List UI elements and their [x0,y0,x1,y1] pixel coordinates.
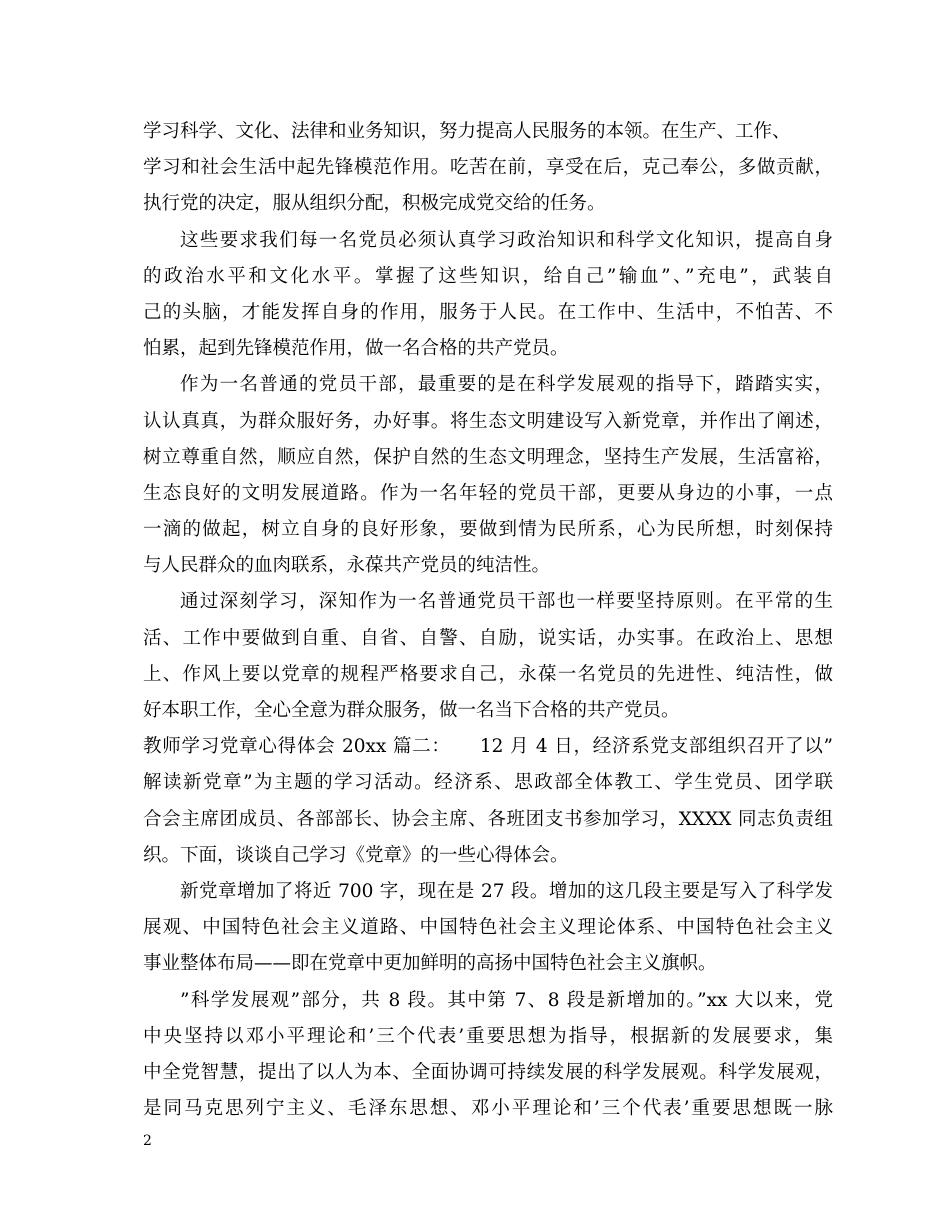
text-line: 展观、中国特色社会主义道路、中国特色社会主义理论体系、中国特色社会主义 [143,917,833,939]
text-line: 生态良好的文明发展道路。作为一名年轻的党员干部，更要从身边的小事，一点 [143,482,833,504]
text-line: 执行党的决定，服从组织分配，积极完成党交给的任务。 [143,193,606,215]
text-line: 作为一名普通的党员干部，最重要的是在科学发展观的指导下，踏踏实实， [180,374,833,396]
text-line: 好本职工作，全心全意为群众服务，做一名当下合格的共产党员。 [143,700,680,721]
text-line: 事业整体布局——即在党章中更加鲜明的高扬中国特色社会主义旗帜。 [143,953,717,975]
text-line: 一滴的做起，树立自身的良好形象，要做到情为民所系，心为民所想，时刻保持 [143,519,833,541]
text-line: 认认真真，为群众服好务，办好事。将生态文明建设写入新党章，并作出了阐述， [143,410,833,432]
text-line: 学习科学、文化、法律和业务知识，努力提高人民服务的本领。在生产、工作、 [143,121,791,142]
page-number: 2 [143,1133,152,1149]
text-line: 怕累，起到先锋模范作用，做一名合格的共产党员。 [143,338,569,360]
text-line: 织。下面，谈谈自己学习《党章》的一些心得体会。 [143,844,569,866]
text-line: 树立尊重自然，顺应自然，保护自然的生态文明理念，坚持生产发展，生活富裕， [143,446,833,468]
text-line: 通过深刻学习，深知作为一名普通党员干部也一样要坚持原则。在平常的生 [180,591,833,613]
text-line: 合会主席团成员、各部部长、协会主席、各班团支书参加学习，XXXX 同志负责组 [143,808,833,830]
text-line: 新党章增加了将近 700 字，现在是 27 段。增加的这几段主要是写入了科学发 [180,880,833,902]
text-line: 的政治水平和文化水平。掌握了这些知识，给自己”输血”、”充电”，武装自 [143,265,833,287]
text-line: 这些要求我们每一名党员必须认真学习政治知识和科学文化知识，提高自身 [180,229,833,251]
text-line: 活、工作中要做到自重、自省、自警、自励，说实话，办实事。在政治上、思想 [143,627,833,649]
body-text [143,114,833,1127]
text-line: 与人民群众的血肉联系，永葆共产党员的纯洁性。 [143,555,551,577]
text-line: 中央坚持以邓小平理论和’三个代表’重要思想为指导，根据新的发展要求，集 [143,1025,833,1047]
text-line: 解读新党章”为主题的学习活动。经济系、思政部全体教工、学生党员、团学联 [143,772,833,794]
text-line: 中全党智慧，提出了以人为本、全面协调可持续发展的科学发展观。科学发展观， [143,1061,833,1083]
text-line: 学习和社会生活中起先锋模范作用。吃苦在前，享受在后，克己奉公，多做贡献， [143,157,833,179]
text-line: 己的头脑，才能发挥自身的作用，服务于人民。在工作中、生活中，不怕苦、不 [143,301,833,323]
text-line: 上、作风上要以党章的规程严格要求自己，永葆一名党员的先进性、纯洁性，做 [143,663,833,685]
text-line: ”科学发展观”部分，共 8 段。其中第 7、8 段是新增加的。”xx 大以来，党 [180,989,833,1011]
text-line: 教师学习党章心得体会 20xx 篇二： 12 月 4 日，经济系党支部组织召开了以” [143,736,833,758]
text-line: 是同马克思列宁主义、毛泽东思想、邓小平理论和’三个代表’重要思想既一脉 [143,1098,833,1120]
